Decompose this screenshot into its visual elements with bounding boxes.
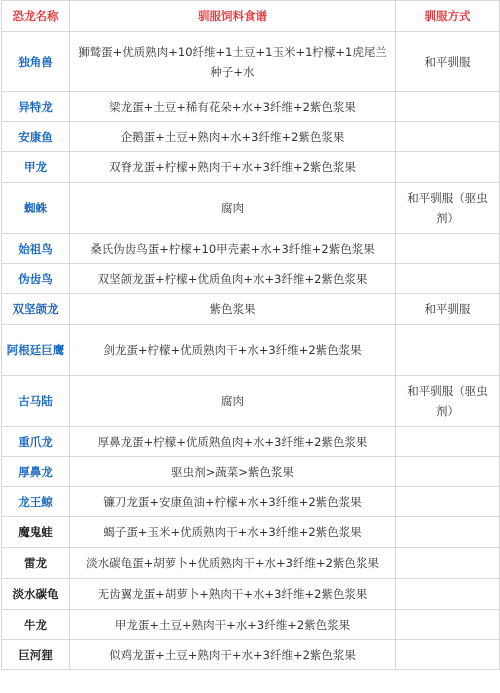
table-row xyxy=(2,579,500,610)
taming-method-cell xyxy=(396,517,500,548)
recipe-cell: 似鸡龙蛋+土豆+熟肉干+水+3纤维+2紫色浆果 xyxy=(70,640,396,670)
taming-method-cell xyxy=(396,610,500,640)
table-row xyxy=(2,325,500,376)
recipe-cell: 淡水碳龟蛋+胡萝卜+优质熟肉干+水+3纤维+2紫色浆果 xyxy=(70,548,396,579)
taming-method-cell xyxy=(396,122,500,152)
dino-name-cell[interactable]: 独角兽 xyxy=(2,32,70,92)
recipe-cell: 企鹅蛋+土豆+熟肉+水+3纤维+2紫色浆果 xyxy=(70,122,396,152)
taming-method-cell xyxy=(396,92,500,122)
taming-method-cell: 和平驯服 xyxy=(396,32,500,92)
recipe-cell: 蝎子蛋+玉米+优质熟肉干+水+3纤维+2紫色浆果 xyxy=(70,517,396,548)
table-row xyxy=(2,92,500,122)
taming-method-cell xyxy=(396,579,500,610)
taming-method-cell: 和平驯服（驱虫剂） xyxy=(396,183,500,234)
taming-method-cell xyxy=(396,457,500,487)
recipe-cell: 甲龙蛋+土豆+熟肉干+水+3纤维+2紫色浆果 xyxy=(70,610,396,640)
dino-name-cell: 淡水碳龟 xyxy=(2,579,70,610)
table-row xyxy=(2,264,500,294)
dino-name-cell: 牛龙 xyxy=(2,610,70,640)
table-header-row xyxy=(2,1,500,32)
table-row xyxy=(2,122,500,152)
table-row xyxy=(2,294,500,325)
recipe-cell: 梁龙蛋+土豆+稀有花朵+水+3纤维+2紫色浆果 xyxy=(70,92,396,122)
dino-name-cell[interactable]: 双坚颌龙 xyxy=(2,294,70,325)
taming-method-cell xyxy=(396,325,500,376)
dino-name-cell[interactable]: 始祖鸟 xyxy=(2,234,70,264)
dino-name-cell[interactable]: 重爪龙 xyxy=(2,427,70,457)
table-row xyxy=(2,152,500,183)
dino-name-cell: 雷龙 xyxy=(2,548,70,579)
recipe-cell: 剑龙蛋+柠檬+优质熟肉干+水+3纤维+2紫色浆果 xyxy=(70,325,396,376)
dino-name-cell[interactable]: 厚鼻龙 xyxy=(2,457,70,487)
header-taming-method: 驯服方式 xyxy=(396,1,500,32)
dino-name-cell[interactable]: 古马陆 xyxy=(2,376,70,427)
dino-name-cell[interactable]: 伪齿鸟 xyxy=(2,264,70,294)
dino-name-cell: 魔鬼蛙 xyxy=(2,517,70,548)
recipe-cell: 无齿翼龙蛋+胡萝卜+熟肉干+水+3纤维+2紫色浆果 xyxy=(70,579,396,610)
dino-name-cell[interactable]: 安康鱼 xyxy=(2,122,70,152)
header-dino-name: 恐龙名称 xyxy=(2,1,70,32)
recipe-cell: 狮鹫蛋+优质熟肉+10纤维+1土豆+1玉米+1柠檬+1虎尾兰种子+水 xyxy=(70,32,396,92)
table-row xyxy=(2,487,500,517)
recipe-cell: 镰刀龙蛋+安康鱼油+柠檬+水+3纤维+2紫色浆果 xyxy=(70,487,396,517)
taming-method-cell xyxy=(396,234,500,264)
dino-name-cell: 巨河狸 xyxy=(2,640,70,670)
table-row xyxy=(2,640,500,670)
recipe-cell: 腐肉 xyxy=(70,183,396,234)
recipe-cell: 紫色浆果 xyxy=(70,294,396,325)
taming-method-cell xyxy=(396,427,500,457)
header-taming-recipe: 驯服饲料食谱 xyxy=(70,1,396,32)
dino-name-cell[interactable]: 蜘蛛 xyxy=(2,183,70,234)
table-row xyxy=(2,457,500,487)
dino-name-cell[interactable]: 阿根廷巨鹰 xyxy=(2,325,70,376)
recipe-cell: 双坚颌龙蛋+柠檬+优质鱼肉+水+3纤维+2紫色浆果 xyxy=(70,264,396,294)
table-row xyxy=(2,610,500,640)
table-row xyxy=(2,548,500,579)
taming-method-cell xyxy=(396,152,500,183)
taming-method-cell xyxy=(396,640,500,670)
taming-method-cell xyxy=(396,548,500,579)
table-row xyxy=(2,427,500,457)
dino-name-cell[interactable]: 龙王鲸 xyxy=(2,487,70,517)
table-row xyxy=(2,183,500,234)
taming-method-cell xyxy=(396,264,500,294)
table-body xyxy=(2,32,500,670)
taming-method-cell xyxy=(396,487,500,517)
taming-recipe-table xyxy=(1,0,500,670)
table-row xyxy=(2,32,500,92)
table-row xyxy=(2,517,500,548)
dino-name-cell[interactable]: 甲龙 xyxy=(2,152,70,183)
recipe-cell: 驱虫剂>蔬菜>紫色浆果 xyxy=(70,457,396,487)
taming-method-cell: 和平驯服 xyxy=(396,294,500,325)
table-row xyxy=(2,234,500,264)
taming-method-cell: 和平驯服（驱虫剂） xyxy=(396,376,500,427)
table-row xyxy=(2,376,500,427)
dino-name-cell[interactable]: 异特龙 xyxy=(2,92,70,122)
recipe-cell: 腐肉 xyxy=(70,376,396,427)
recipe-cell: 厚鼻龙蛋+柠檬+优质熟鱼肉+水+3纤维+2紫色浆果 xyxy=(70,427,396,457)
recipe-cell: 双脊龙蛋+柠檬+熟肉干+水+3纤维+2紫色浆果 xyxy=(70,152,396,183)
recipe-cell: 桑氏伪齿鸟蛋+柠檬+10甲壳素+水+3纤维+2紫色浆果 xyxy=(70,234,396,264)
